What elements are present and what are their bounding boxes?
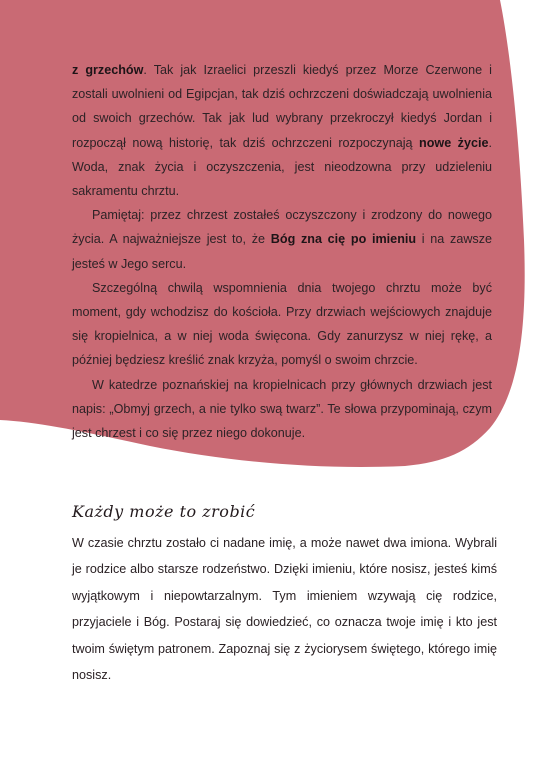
paragraph-3: Szczególną chwilą wspomnienia dnia twojego chrztu może być moment, gdy wchodzisz do kościoła. Przy drzwiach wejściowych znajduje się kropielnica, a w niej woda święcona. Gdy zanurzysz w niej rękę, a później będziesz kreślić znak krzyża, pomyśl o swoim chrzcie. <box>72 280 492 368</box>
top-text-section <box>72 58 492 445</box>
text-run: i na zawsze jesteś w Jego sercu. <box>72 232 493 271</box>
bottom-text-section <box>72 500 497 688</box>
bold-phrase: z grzechów <box>72 63 144 77</box>
bottom-paragraph: W czasie chrztu zostało ci nadane imię, a może nawet dwa imiona. Wybrali je rodzice albo starsze rodzeństwo. Dzięki imieniu, które nosisz, jesteś kimś wyjątkowym i niepowtarzalnym. Tym imieniem wzywają cię rodzice, przyjaciele i Bóg. Postaraj się dowiedzieć, co oznacza twoje imię i kto jest twoim świętym patronem. Zapoznaj się z życiorysem świętego, którego imię nosisz. <box>72 536 497 683</box>
paragraph-4: W katedrze poznańskiej na kropielnicach przy głównych drzwiach jest napis: „Obmyj grzech, a nie tylko swą twarz”. Te słowa przypominają, czym jest chrzest i co się przez niego dokonuje. <box>72 377 492 441</box>
bold-phrase: nowe życie <box>419 135 489 150</box>
text-run: Pamiętaj: przez chrzest zostałeś oczyszczony i zrodzony do nowego życia. A najważniejsze jest to, że <box>72 208 492 247</box>
text-run: . Tak jak Izraelici przeszli kiedyś przez Morze Czerwone i zostali uwolnieni od Egipcjan, tak dziś ochrzczeni doświadczają uwolnienia od swoich grzechów. Tak jak lud wybrany przekroczył kiedyś Jordan i rozpoczął nową historię, tak dziś ochrzczeni rozpoczynają <box>72 63 492 150</box>
paragraph-1 <box>72 58 492 203</box>
section-heading: Każdy może to zrobić <box>72 502 256 521</box>
bold-phrase: Bóg zna cię po imieniu <box>270 232 417 247</box>
text-run: . Woda, znak życia i oczyszczenia, jest nieodzowna przy udzieleniu sakramentu chrztu. <box>72 135 492 199</box>
paragraph-2 <box>72 203 492 276</box>
